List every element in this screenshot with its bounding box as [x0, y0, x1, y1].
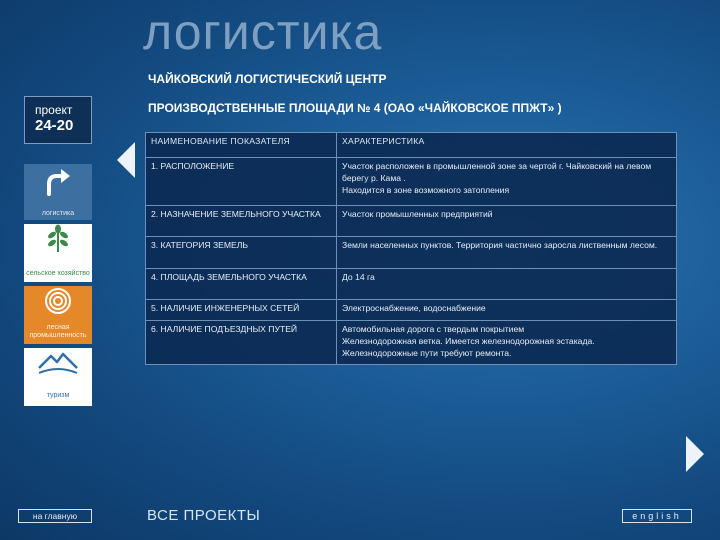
- row-value-line: Участок промышленных предприятий: [342, 209, 493, 219]
- row-name: 5. НАЛИЧИЕ ИНЖЕНЕРНЫХ СЕТЕЙ: [146, 300, 337, 321]
- nav-tile-agriculture[interactable]: [24, 224, 92, 282]
- project-number: 24-20: [35, 117, 74, 134]
- tree-rings-icon: [43, 286, 73, 316]
- nav-tile-caption: сельское хозяйство: [26, 270, 90, 277]
- row-value: [337, 300, 677, 321]
- row-value-line: Находится в зоне возможного затопления: [342, 185, 510, 195]
- row-value: [337, 237, 677, 269]
- center-name: ЧАЙКОВСКИЙ ЛОГИСТИЧЕСКИЙ ЦЕНТР: [148, 72, 387, 86]
- project-badge: [24, 96, 92, 144]
- row-value-line: Участок расположен в промышленной зоне за чертой г. Чайковский на левом берегу р. Кама .: [342, 161, 652, 183]
- category-nav: [24, 160, 92, 406]
- specs-table: [145, 132, 677, 365]
- row-name: 3. КАТЕГОРИЯ ЗЕМЕЛЬ: [146, 237, 337, 269]
- prev-arrow-icon[interactable]: [117, 142, 135, 178]
- column-header: ХАРАКТЕРИСТИКА: [337, 133, 677, 158]
- row-value: [337, 321, 677, 365]
- table-row: [146, 300, 677, 321]
- row-name: 6. НАЛИЧИЕ ПОДЪЕЗДНЫХ ПУТЕЙ: [146, 321, 337, 365]
- nav-tile-caption: туризм: [46, 392, 70, 399]
- row-value-line: Железнодорожная ветка. Имеется железнодорожная эстакада.: [342, 336, 595, 346]
- project-label: проект: [35, 103, 73, 117]
- table-header-row: [146, 133, 677, 158]
- row-value-line: До 14 га: [342, 272, 375, 282]
- table-row: [146, 269, 677, 300]
- table-row: [146, 158, 677, 206]
- table-row: [146, 206, 677, 237]
- table-row: [146, 321, 677, 365]
- arrow-turn-icon: [41, 164, 75, 198]
- row-value-line: Автомобильная дорога с твердым покрытием: [342, 324, 525, 334]
- next-arrow-icon[interactable]: [686, 436, 704, 472]
- row-value-line: Земли населенных пунктов. Территория частично заросла лиственным лесом.: [342, 240, 658, 250]
- row-value-line: Электроснабжение, водоснабжение: [342, 303, 486, 313]
- english-button[interactable]: english: [622, 509, 692, 523]
- row-name: 2. НАЗНАЧЕНИЕ ЗЕМЕЛЬНОГО УЧАСТКА: [146, 206, 337, 237]
- row-name: 1. РАСПОЛОЖЕНИЕ: [146, 158, 337, 206]
- plant-icon: [43, 224, 73, 254]
- row-value-line: Железнодорожные пути требуют ремонта.: [342, 348, 512, 358]
- row-value: [337, 206, 677, 237]
- page-title: ПРОИЗВОДСТВЕННЫЕ ПЛОЩАДИ № 4 (ОАО «ЧАЙКОВСКОЕ ППЖТ» ): [148, 101, 562, 115]
- column-header: НАИМЕНОВАНИЕ ПОКАЗАТЕЛЯ: [146, 133, 337, 158]
- mountains-icon: [37, 348, 79, 376]
- row-value: [337, 269, 677, 300]
- nav-tile-caption: логистика: [41, 210, 75, 217]
- home-button[interactable]: на главную: [18, 509, 92, 523]
- nav-tile-logistics[interactable]: [24, 164, 92, 220]
- section-title: логистика: [143, 4, 383, 60]
- table-row: [146, 237, 677, 269]
- nav-tile-forestry[interactable]: [24, 286, 92, 344]
- row-name: 4. ПЛОЩАДЬ ЗЕМЕЛЬНОГО УЧАСТКА: [146, 269, 337, 300]
- nav-tile-tourism[interactable]: [24, 348, 92, 406]
- nav-tile-caption: лесная промышленность: [29, 324, 87, 339]
- all-projects-link[interactable]: ВСЕ ПРОЕКТЫ: [147, 507, 261, 524]
- row-value: [337, 158, 677, 206]
